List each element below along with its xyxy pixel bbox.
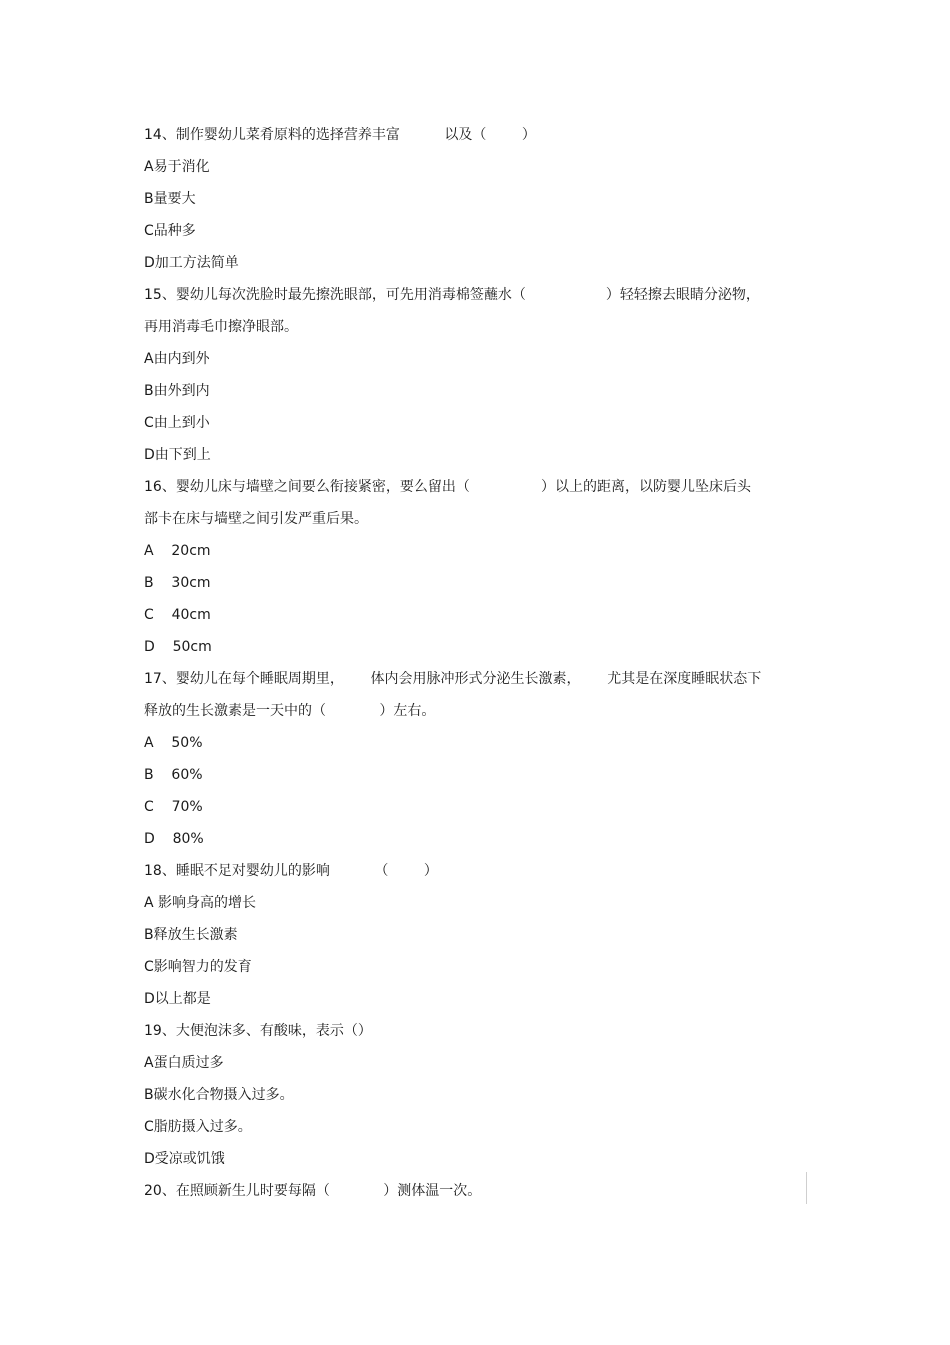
question-14-option-b: B量要大 <box>144 191 196 207</box>
question-17-stem-line-2: 释放的生长激素是一天中的（ ）左右。 <box>144 703 436 719</box>
question-18-stem: 18、睡眠不足对婴幼儿的影响 （ ） <box>144 863 438 879</box>
question-15-option-a: A由内到外 <box>144 351 210 367</box>
question-17-option-c: C 70% <box>144 799 203 815</box>
question-17-option-b: B 60% <box>144 767 203 783</box>
question-19-option-a: A蛋白质过多 <box>144 1055 224 1071</box>
question-19-option-c: C脂肪摄入过多。 <box>144 1119 252 1135</box>
question-18-option-a: A 影响身高的增长 <box>144 895 257 911</box>
question-18-option-d: D以上都是 <box>144 991 211 1007</box>
question-18-option-c: C影响智力的发育 <box>144 959 252 975</box>
question-16-stem-line-1: 16、婴幼儿床与墙壁之间要么衔接紧密，要么留出（ ）以上的距离，以防婴儿坠床后头 <box>144 479 752 495</box>
question-16-option-c: C 40cm <box>144 607 211 623</box>
question-20-stem: 20、在照顾新生儿时要每隔（ ）测体温一次。 <box>144 1183 482 1199</box>
question-15-option-b: B由外到内 <box>144 383 210 399</box>
question-14-option-a: A易于消化 <box>144 159 210 175</box>
question-17-option-a: A 50% <box>144 735 203 751</box>
question-15-option-d: D由下到上 <box>144 447 211 463</box>
question-15-stem-line-1: 15、婴幼儿每次洗脸时最先擦洗眼部，可先用消毒棉签蘸水（ ）轻轻擦去眼睛分泌物， <box>144 287 760 303</box>
question-18-option-b: B释放生长激素 <box>144 927 238 943</box>
question-16-stem-line-2: 部卡在床与墙壁之间引发严重后果。 <box>144 511 368 527</box>
question-14-option-c: C品种多 <box>144 223 196 239</box>
question-17-option-d: D 80% <box>144 831 204 847</box>
question-17-stem-line-1: 17、婴幼儿在每个睡眠周期里， 体内会用脉冲形式分泌生长激素， 尤其是在深度睡眠状态下 <box>144 671 762 687</box>
question-16-option-b: B 30cm <box>144 575 211 591</box>
question-16-option-a: A 20cm <box>144 543 211 559</box>
question-19-option-d: D受凉或饥饿 <box>144 1151 225 1167</box>
question-19-stem: 19、大便泡沫多、有酸味，表示（） <box>144 1023 372 1039</box>
margin-rule <box>806 1172 807 1204</box>
question-14-stem: 14、制作婴幼儿菜肴原料的选择营养丰富 以及（ ） <box>144 127 536 143</box>
question-19-option-b: B碳水化合物摄入过多。 <box>144 1087 294 1103</box>
question-14-option-d: D加工方法简单 <box>144 255 239 271</box>
question-16-option-d: D 50cm <box>144 639 212 655</box>
question-15-stem-line-2: 再用消毒毛巾擦净眼部。 <box>144 319 298 335</box>
question-15-option-c: C由上到小 <box>144 415 210 431</box>
